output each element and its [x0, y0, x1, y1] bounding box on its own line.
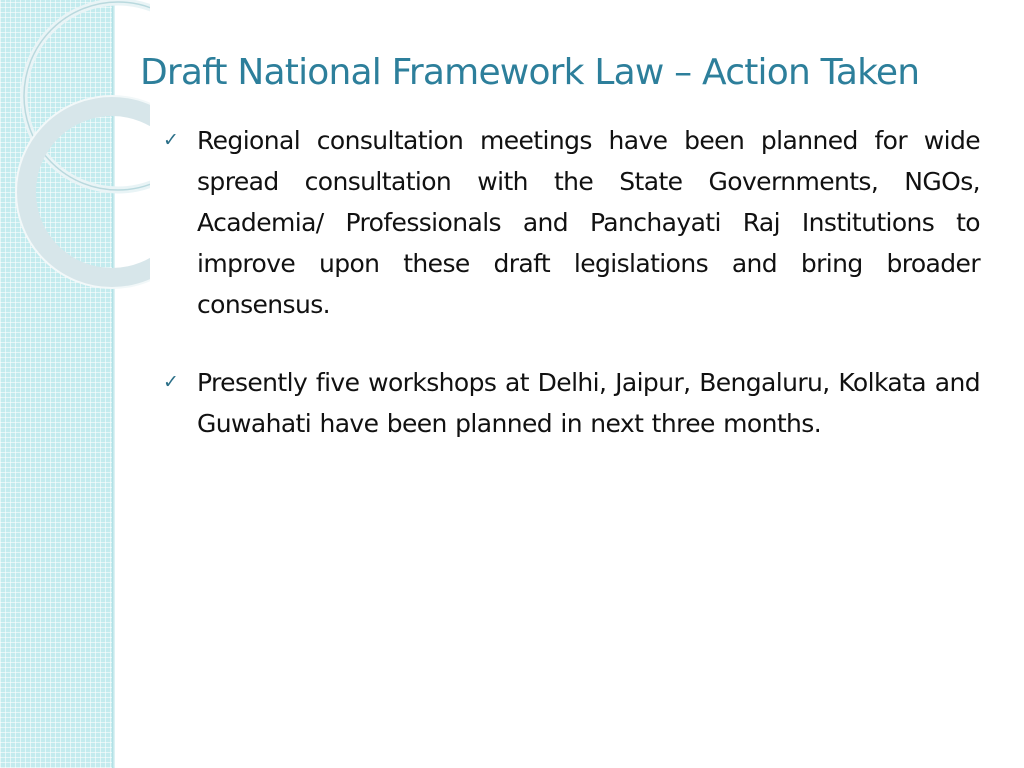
- checkmark-icon: ✓: [163, 371, 179, 393]
- bullet-text: Presently five workshops at Delhi, Jaipur, Bengaluru, Kolkata and Guwahati have been planned in next three months.: [197, 368, 980, 438]
- bullet-list: [162, 120, 980, 481]
- bullet-item: [162, 362, 980, 444]
- decorative-ring-large: [24, 2, 150, 190]
- slide-title: Draft National Framework Law – Action Taken: [140, 52, 920, 93]
- bullet-item: [162, 120, 980, 325]
- decorative-rings: [0, 0, 150, 330]
- checkmark-icon: ✓: [163, 129, 179, 151]
- bullet-text: Regional consultation meetings have been planned for wide spread consultation with the State Governments, NGOs, Academia/ Professionals and Panchayati Raj Institutions to improve upon these draft legislations and bring broader consensus.: [197, 126, 980, 319]
- decorative-ring-large-inner: [24, 2, 150, 190]
